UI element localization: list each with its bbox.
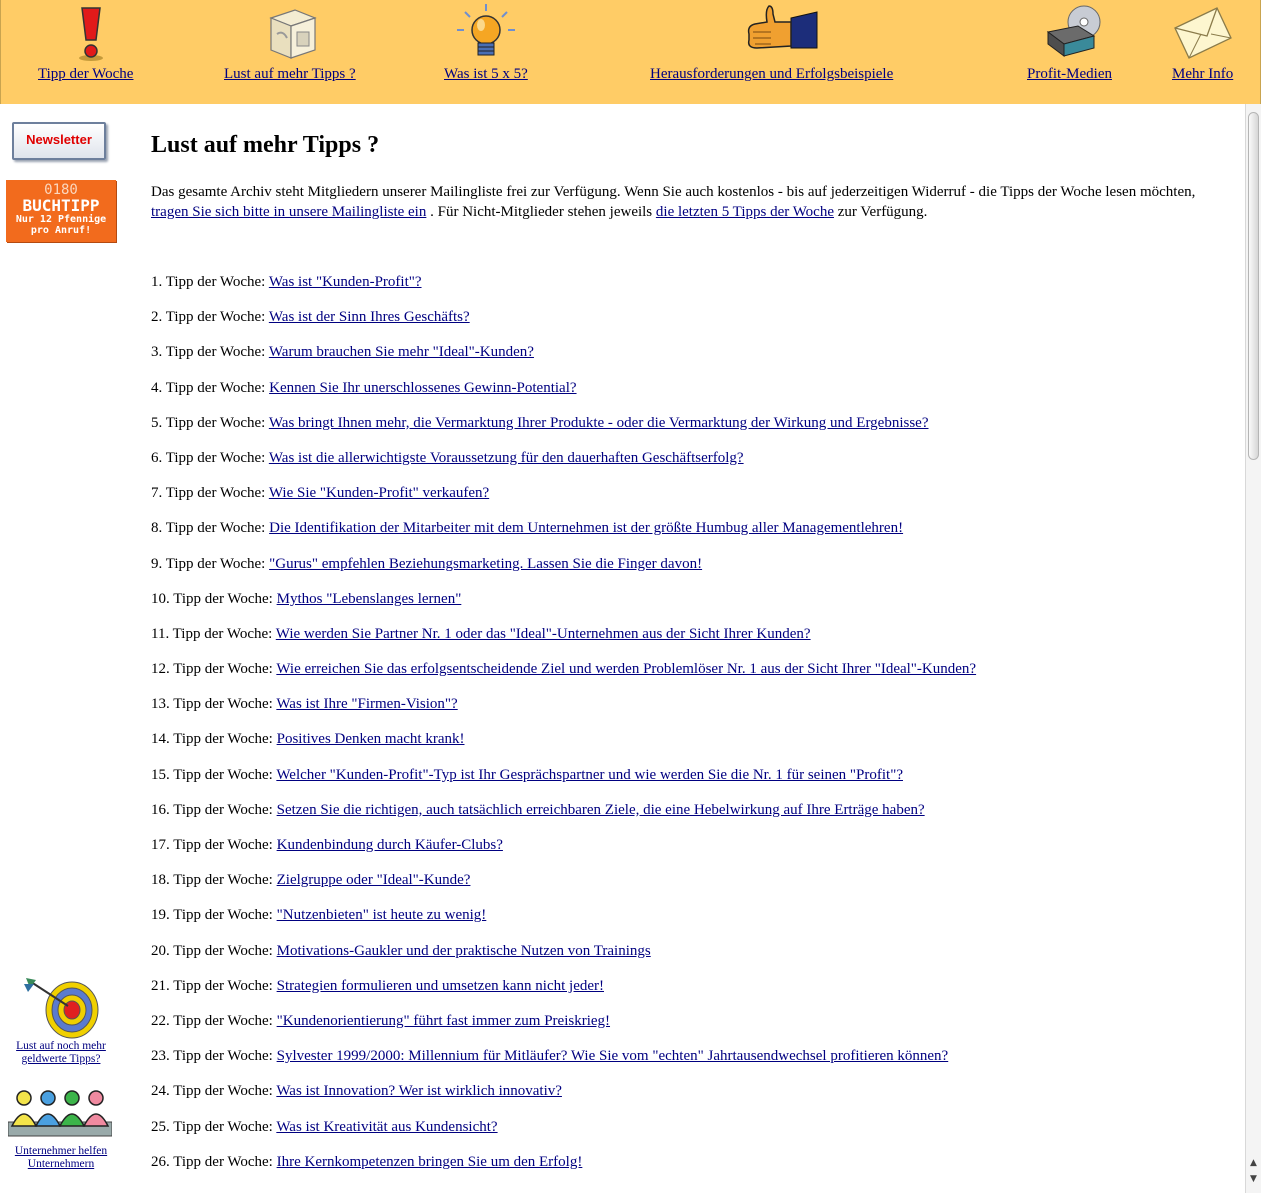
tip-prefix: 19. Tipp der Woche: (151, 907, 277, 924)
tip-prefix: 13. Tipp der Woche: (151, 696, 277, 713)
tip-item (151, 766, 976, 801)
tip-prefix: 1. Tipp der Woche: (151, 274, 269, 290)
envelope-icon (1171, 4, 1235, 62)
tip-item (151, 1082, 976, 1117)
tip-link[interactable]: "Kundenorientierung" führt fast immer zum Preiskrieg! (276, 1012, 611, 1029)
scroll-thumb[interactable] (1248, 112, 1259, 460)
buchtipp-banner[interactable] (6, 180, 116, 242)
tip-item (151, 308, 976, 343)
tip-item (151, 1012, 976, 1047)
tip-item (151, 801, 976, 836)
vertical-scrollbar[interactable] (1245, 104, 1261, 1193)
tip-item (151, 343, 976, 378)
tip-link[interactable]: Motivations-Gaukler und der praktische Nutzen von Trainings (276, 942, 651, 959)
tip-list (151, 273, 976, 1188)
tip-link[interactable]: Was ist Innovation? Wer ist wirklich innovativ? (276, 1083, 562, 1100)
intro-paragraph (151, 182, 1221, 222)
thumbs-up-icon (741, 4, 821, 60)
tip-item (151, 906, 976, 941)
main-content (130, 104, 1245, 1193)
tip-prefix: 10. Tipp der Woche: (151, 590, 277, 607)
tip-link[interactable]: Die Identifikation der Mitarbeiter mit dem Unternehmen ist der größte Humbug aller Managementlehren! (269, 520, 904, 537)
tip-item (151, 1118, 976, 1153)
tip-link[interactable]: Was ist die allerwichtigste Voraussetzung für den dauerhaften Geschäftserfolg? (268, 449, 744, 466)
tip-item (151, 695, 976, 730)
tip-item (151, 379, 976, 414)
tip-item (151, 730, 976, 765)
tip-item (151, 414, 976, 449)
archive-box-icon (265, 4, 323, 62)
tip-link[interactable]: Mythos "Lebenslanges lernen" (276, 590, 462, 607)
tip-link[interactable]: Was ist der Sinn Ihres Geschäfts? (268, 309, 470, 326)
intro-text: Das gesamte Archiv steht Mitgliedern unserer Mailingliste frei zur Verfügung. Wenn Sie auch kostenlos - bis auf jederzeitigen Widerruf - die Tipps der Woche lesen möchten, (151, 184, 1196, 200)
tip-link[interactable]: Was bringt Ihnen mehr, die Vermarktung Ihrer Produkte - oder die Vermarktung der Wirkung und Ergebnisse? (268, 414, 929, 431)
scroll-down-arrow-icon[interactable]: ▼ (1250, 1174, 1257, 1184)
book-cd-icon (1042, 2, 1104, 62)
nav-label[interactable]: Profit-Medien (1027, 66, 1112, 82)
tip-prefix: 3. Tipp der Woche: (151, 344, 269, 361)
left-sidebar (0, 104, 130, 1193)
tip-link[interactable]: "Nutzenbieten" ist heute zu wenig! (276, 907, 487, 924)
tip-prefix: 7. Tipp der Woche: (151, 485, 269, 502)
tip-link[interactable]: "Gurus" empfehlen Beziehungsmarketing. Lassen Sie die Finger davon! (269, 555, 703, 572)
tip-prefix: 17. Tipp der Woche: (151, 837, 277, 853)
nav-item-was-ist-5x5[interactable] (443, 0, 543, 104)
tip-prefix: 21. Tipp der Woche: (151, 977, 277, 994)
tip-link[interactable]: Ihre Kernkompetenzen bringen Sie um den Erfolg! (276, 1153, 583, 1170)
unternehmer-link[interactable]: Unternehmer helfen Unternehmern (14, 1145, 108, 1170)
nav-item-tipp-der-woche[interactable] (38, 0, 148, 104)
tip-prefix: 8. Tipp der Woche: (151, 520, 270, 537)
scroll-up-arrow-icon[interactable]: ▲ (1250, 1158, 1257, 1168)
tip-prefix: 26. Tipp der Woche: (151, 1153, 277, 1170)
tip-item (151, 660, 976, 695)
tip-prefix: 23. Tipp der Woche: (151, 1048, 277, 1065)
nav-item-profit-medien[interactable] (1026, 0, 1126, 104)
buchtipp-title: BUCHTIPP (22, 196, 100, 215)
intro-text: zur Verfügung. (833, 204, 928, 220)
nav-label[interactable]: Was ist 5 x 5? (444, 66, 528, 82)
tip-prefix: 12. Tipp der Woche: (151, 661, 277, 678)
tip-item (151, 449, 976, 484)
tip-link[interactable]: Strategien formulieren und umsetzen kann nicht jeder! (276, 977, 604, 994)
tip-prefix: 11. Tipp der Woche: (151, 625, 276, 642)
more-tips-link[interactable]: Lust auf noch mehr geldwerte Tipps? (16, 1040, 106, 1065)
lightbulb-icon (453, 2, 519, 64)
nav-item-mehr-info[interactable] (1171, 0, 1251, 104)
last-five-tips-link[interactable]: die letzten 5 Tipps der Woche (655, 204, 834, 220)
tip-prefix: 25. Tipp der Woche: (151, 1118, 277, 1135)
tip-link[interactable]: Setzen Sie die richtigen, auch tatsächlich erreichbaren Ziele, die eine Hebelwirkung auf Ihre Erträge haben? (276, 801, 925, 818)
tip-item (151, 1047, 976, 1082)
tip-prefix: 16. Tipp der Woche: (151, 801, 277, 818)
tip-link[interactable]: Zielgruppe oder "Ideal"-Kunde? (276, 872, 471, 889)
tip-link[interactable]: Wie erreichen Sie das erfolgsentscheidende Ziel und werden Problemlöser Nr. 1 aus der Sicht Ihrer "Ideal"-Kunden? (276, 661, 977, 678)
tip-link[interactable]: Sylvester 1999/2000: Millennium für Mitläufer? Wie Sie vom "echten" Jahrtausendwechsel profitieren können? (276, 1048, 949, 1065)
buchtipp-line1: Nur 12 Pfennige (15, 214, 107, 225)
tip-item (151, 625, 976, 660)
tip-item (151, 836, 976, 871)
people-group-icon[interactable] (8, 1088, 112, 1138)
top-navigation (0, 0, 1261, 104)
tip-link[interactable]: Was ist Ihre "Firmen-Vision"? (276, 696, 458, 713)
tip-prefix: 15. Tipp der Woche: (151, 766, 277, 783)
tip-link[interactable]: Wie Sie "Kunden-Profit" verkaufen? (268, 485, 490, 502)
target-dart-icon[interactable] (22, 976, 104, 1040)
tip-item (151, 555, 976, 590)
nav-label[interactable]: Tipp der Woche (38, 66, 134, 82)
buchtipp-line2: pro Anruf! (30, 225, 92, 236)
tip-prefix: 22. Tipp der Woche: (151, 1012, 277, 1029)
tip-item (151, 977, 976, 1012)
tip-item (151, 871, 976, 906)
nav-label[interactable]: Lust auf mehr Tipps ? (224, 66, 356, 82)
tip-link[interactable]: Was ist Kreativität aus Kundensicht? (276, 1118, 498, 1135)
tip-link[interactable]: Positives Denken macht krank! (276, 731, 465, 748)
tip-link[interactable]: Welcher "Kunden-Profit"-Typ ist Ihr Gesprächspartner und wie werden Sie die Nr. 1 für seinen "Profit"? (276, 766, 903, 783)
tip-prefix: 24. Tipp der Woche: (151, 1083, 277, 1100)
tip-item (151, 273, 976, 308)
tip-prefix: 5. Tipp der Woche: (151, 414, 269, 431)
tip-item (151, 484, 976, 519)
nav-label[interactable]: Mehr Info (1172, 66, 1234, 82)
newsletter-button[interactable]: Newsletter (12, 122, 106, 160)
nav-item-herausforderungen[interactable] (649, 0, 919, 104)
tip-link[interactable]: Kundenbindung durch Käufer-Clubs? (276, 837, 503, 853)
tip-item (151, 519, 976, 554)
tip-prefix: 20. Tipp der Woche: (151, 942, 277, 959)
nav-label[interactable]: Herausforderungen und Erfolgsbeispiele (650, 66, 894, 82)
tip-item (151, 590, 976, 625)
tip-prefix: 4. Tipp der Woche: (151, 379, 270, 396)
nav-item-lust-auf-mehr-tipps[interactable] (223, 0, 373, 104)
tip-link[interactable]: Was ist "Kunden-Profit"? (268, 274, 422, 290)
tip-link[interactable]: Wie werden Sie Partner Nr. 1 oder das "Ideal"-Unternehmen aus der Sicht Ihrer Kunden? (275, 625, 811, 642)
tip-link[interactable]: Kennen Sie Ihr unerschlossenes Gewinn-Potential? (269, 379, 577, 396)
tip-prefix: 6. Tipp der Woche: (151, 449, 269, 466)
mailing-list-link[interactable]: tragen Sie sich bitte in unsere Mailingliste ein (151, 204, 427, 220)
tip-item (151, 1153, 976, 1188)
exclamation-icon (71, 4, 111, 62)
tip-link[interactable]: Warum brauchen Sie mehr "Ideal"-Kunden? (268, 344, 534, 361)
buchtipp-number: 0180 (44, 182, 78, 198)
intro-text: . Für Nicht-Mitglieder stehen jeweils (426, 204, 656, 220)
tip-prefix: 9. Tipp der Woche: (151, 555, 270, 572)
tip-prefix: 18. Tipp der Woche: (151, 872, 277, 889)
tip-item (151, 942, 976, 977)
tip-prefix: 14. Tipp der Woche: (151, 731, 277, 748)
tip-prefix: 2. Tipp der Woche: (151, 309, 269, 326)
page-title: Lust auf mehr Tipps ? (151, 132, 380, 158)
